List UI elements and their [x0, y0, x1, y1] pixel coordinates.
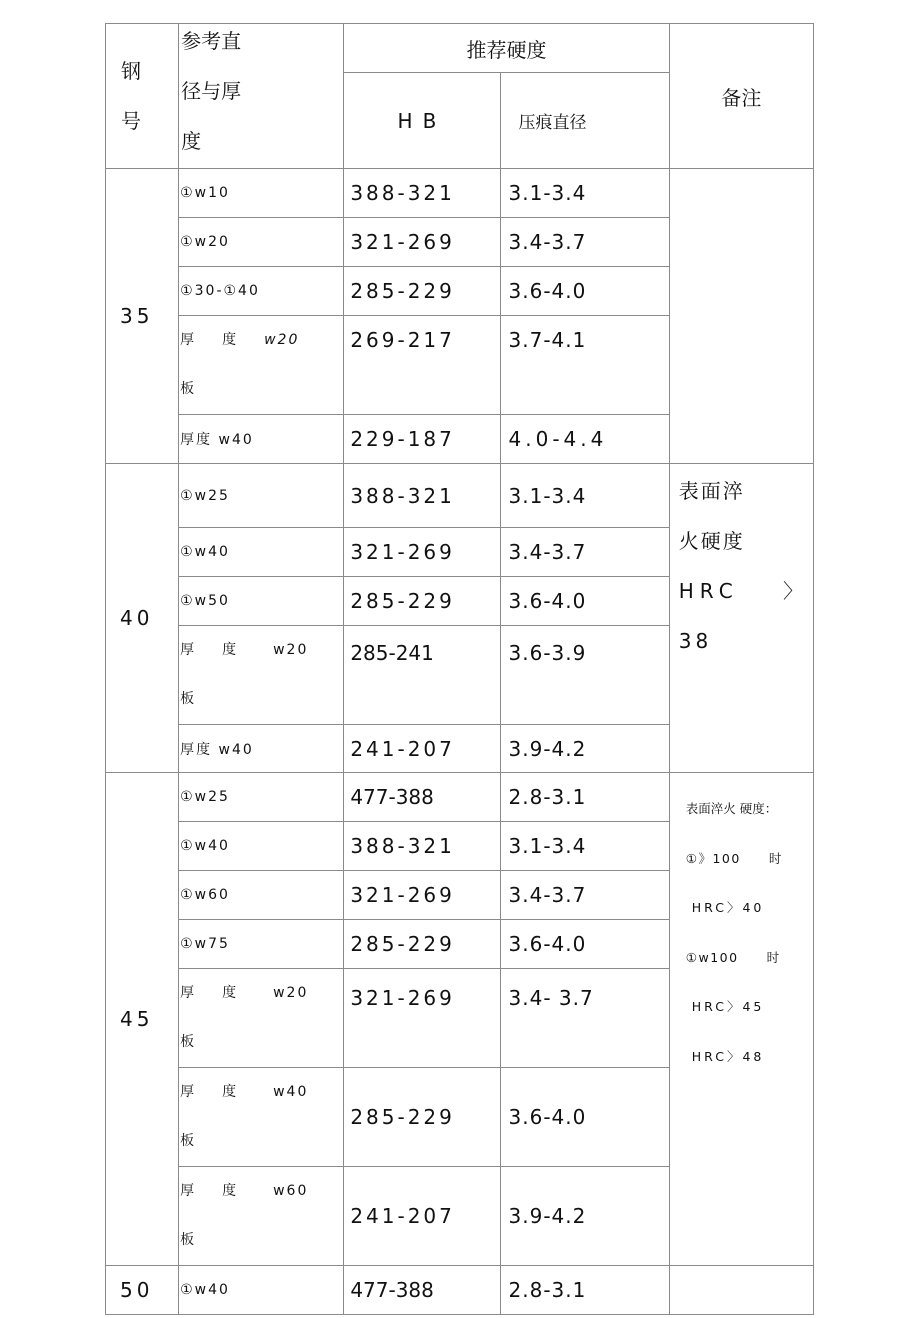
- plate-label: 板: [180, 1133, 195, 1149]
- diameter-cell: [179, 1167, 344, 1266]
- diameter-cell: [179, 316, 344, 415]
- plate-label: 板: [180, 691, 195, 707]
- thickness-value: w40: [273, 1084, 309, 1100]
- note-line: 表面淬火 硬度：: [685, 801, 778, 816]
- plate-label: 板: [180, 381, 195, 397]
- thickness-value: w20: [264, 332, 300, 348]
- thickness-label: 度: [222, 642, 237, 658]
- hb-cell: 285-229: [344, 577, 500, 626]
- dent-cell: 3.4- 3.7: [500, 969, 669, 1068]
- table-row: [106, 464, 814, 528]
- note-cell: [669, 169, 813, 464]
- plate-label: 板: [180, 1034, 195, 1050]
- hb-cell: 229-187: [344, 415, 500, 464]
- header-steel-no: [106, 24, 179, 169]
- dent-cell: 3.1-3.4: [500, 464, 669, 528]
- dent-cell: 2.8-3.1: [500, 773, 669, 822]
- diameter-cell: ①w75: [179, 920, 344, 969]
- header-recommended-hardness: 推荐硬度: [344, 24, 669, 73]
- thickness-value: w20: [273, 642, 309, 658]
- header-dent-dia: 压痕直径: [500, 73, 669, 169]
- thickness-line: [180, 969, 343, 1018]
- header-steel-line: 钢: [121, 59, 141, 83]
- note-line: HRC〉40: [691, 900, 765, 915]
- dent-cell: 3.4-3.7: [500, 218, 669, 267]
- thickness-label: 厚: [180, 332, 195, 348]
- table-row: [106, 773, 814, 822]
- diameter-cell: ①w40: [179, 528, 344, 577]
- steel-number: 50: [106, 1266, 179, 1315]
- note-line: [686, 933, 813, 983]
- note-condition: ①》100: [685, 850, 741, 866]
- diameter-cell: ①w60: [179, 871, 344, 920]
- hb-cell: 285-229: [344, 920, 500, 969]
- dent-cell: 3.4-3.7: [500, 528, 669, 577]
- diameter-cell: ①w20: [179, 218, 344, 267]
- hb-cell: 321-269: [344, 218, 500, 267]
- dent-cell: 3.1-3.4: [500, 822, 669, 871]
- header-dia-line: 参考直: [181, 29, 242, 53]
- diameter-cell: ①w25: [179, 773, 344, 822]
- dent-cell: 3.6-4.0: [500, 267, 669, 316]
- thickness-label: 度: [222, 985, 237, 1001]
- dent-cell: 3.1-3.4: [500, 169, 669, 218]
- thickness-label: 度: [222, 1084, 237, 1100]
- header-row: [106, 24, 814, 73]
- diameter-cell: [179, 626, 344, 725]
- diameter-cell: 厚度 w40: [179, 415, 344, 464]
- steel-number: 35: [106, 169, 179, 464]
- thickness-line: [180, 626, 343, 675]
- hardness-table: [105, 23, 814, 1315]
- thickness-label: 度: [222, 1183, 237, 1199]
- thickness-line: [180, 1068, 343, 1117]
- header-hb: HB: [344, 73, 500, 169]
- diameter-cell: ①w25: [179, 464, 344, 528]
- hb-cell: 388-321: [344, 464, 500, 528]
- header-dia-line: 度: [181, 129, 202, 153]
- diameter-cell: ①w40: [179, 1266, 344, 1315]
- hb-cell: 388-321: [344, 822, 500, 871]
- steel-number: 40: [106, 464, 179, 773]
- thickness-label: 度: [222, 332, 237, 348]
- note-line: HRC〉48: [691, 1048, 765, 1064]
- header-note: 备注: [669, 24, 813, 169]
- thickness-label: 厚: [180, 985, 195, 1001]
- thickness-label: 厚: [180, 1183, 195, 1199]
- dent-cell: 3.6-4.0: [500, 1068, 669, 1167]
- diameter-cell: ①w40: [179, 822, 344, 871]
- hb-cell: 241-207: [344, 725, 500, 773]
- note-gt-sign: 〉: [783, 579, 805, 603]
- header-dia-line: 径与厚: [181, 79, 242, 103]
- note-hrc-label: HRC: [678, 579, 739, 603]
- thickness-value: w60: [273, 1183, 309, 1199]
- plate-label: 板: [180, 1232, 195, 1248]
- hb-cell: 241-207: [344, 1167, 500, 1266]
- dent-cell: 3.6-3.9: [500, 626, 669, 725]
- note-cell: [669, 1266, 813, 1315]
- note-cell: [669, 773, 813, 1266]
- hb-cell: 285-229: [344, 267, 500, 316]
- note-when: 时: [768, 850, 783, 866]
- diameter-cell: [179, 969, 344, 1068]
- thickness-value: w20: [273, 985, 309, 1001]
- header-steel-line: 号: [121, 109, 141, 133]
- thickness-line: [180, 316, 343, 365]
- diameter-cell: ①w10: [179, 169, 344, 218]
- hb-cell: 321-269: [344, 871, 500, 920]
- hb-cell: 321-269: [344, 969, 500, 1068]
- diameter-cell: 厚度 w40: [179, 725, 344, 773]
- hb-cell: 477-388: [344, 1266, 500, 1315]
- thickness-line: [180, 1167, 343, 1216]
- thickness-label: 厚: [180, 1084, 195, 1100]
- thickness-label: 厚: [180, 642, 195, 658]
- header-ref-dia: [179, 24, 344, 169]
- note-line: [686, 834, 813, 884]
- dent-cell: 3.6-4.0: [500, 920, 669, 969]
- note-line: 表面淬: [678, 479, 745, 503]
- note-when: 时: [766, 949, 781, 965]
- diameter-cell: ①30-①40: [179, 267, 344, 316]
- dent-cell: 3.6-4.0: [500, 577, 669, 626]
- table-row: [106, 1266, 814, 1315]
- note-condition: ①w100: [685, 949, 739, 965]
- note-line: 火硬度: [678, 529, 745, 553]
- table-row: [106, 169, 814, 218]
- dent-cell: 4.0-4.4: [500, 415, 669, 464]
- steel-number: 45: [106, 773, 179, 1266]
- hb-cell: 321-269: [344, 528, 500, 577]
- hb-cell: 285-229: [344, 1068, 500, 1167]
- hb-cell: 388-321: [344, 169, 500, 218]
- note-line: 38: [678, 629, 713, 653]
- dent-cell: 3.7-4.1: [500, 316, 669, 415]
- hb-cell: 269-217: [344, 316, 500, 415]
- note-line: HRC〉45: [691, 999, 765, 1014]
- hb-cell: 285-241: [344, 626, 500, 725]
- hb-cell: 477-388: [344, 773, 500, 822]
- note-cell: [669, 464, 813, 773]
- dent-cell: 3.9-4.2: [500, 1167, 669, 1266]
- dent-cell: 2.8-3.1: [500, 1266, 669, 1315]
- dent-cell: 3.4-3.7: [500, 871, 669, 920]
- diameter-cell: [179, 1068, 344, 1167]
- note-hrc-line: [679, 566, 805, 616]
- diameter-cell: ①w50: [179, 577, 344, 626]
- dent-cell: 3.9-4.2: [500, 725, 669, 773]
